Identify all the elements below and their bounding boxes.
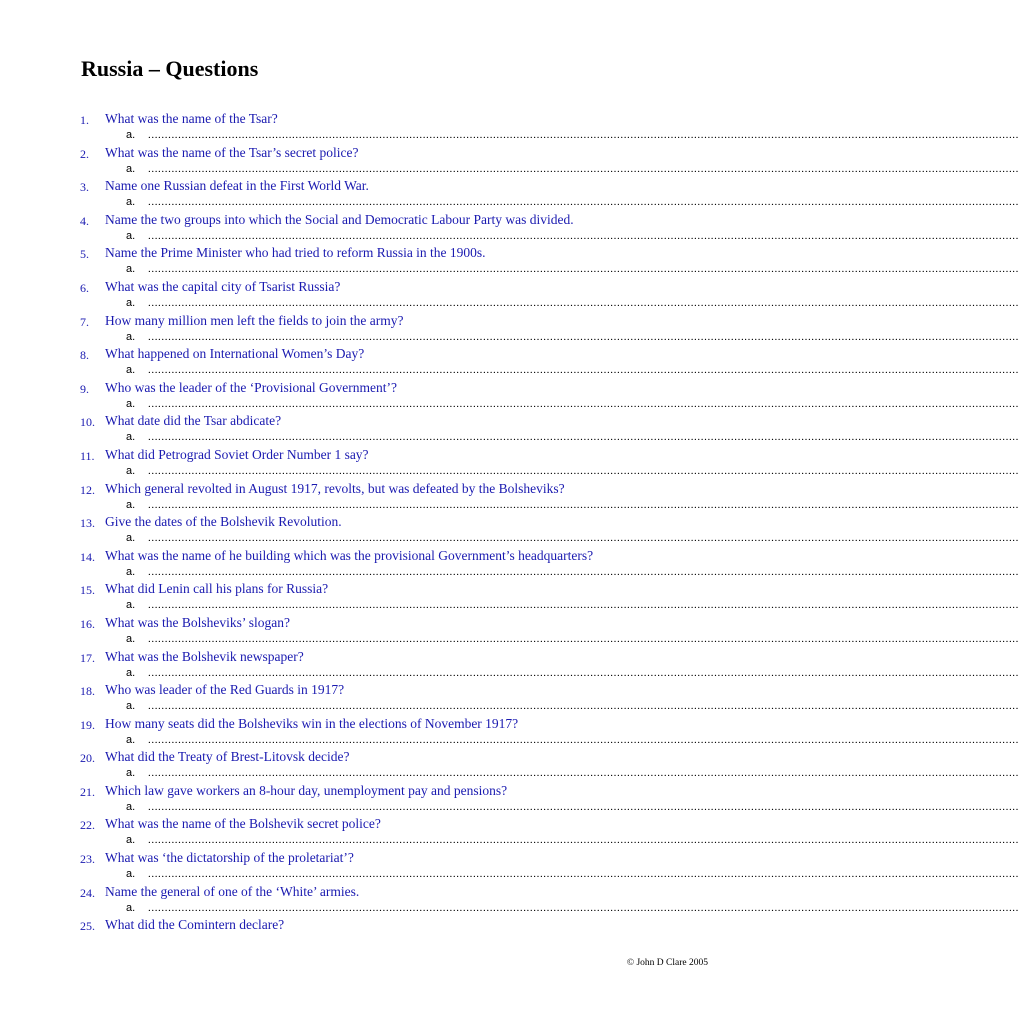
question-item xyxy=(78,379,1019,414)
answer-line[interactable] xyxy=(126,296,1019,311)
question-number: 7. xyxy=(80,314,89,329)
question-text: What did the Comintern declare? xyxy=(105,917,285,933)
question-number: 16. xyxy=(80,616,95,631)
answer-dotted-line: .................................................................................................................................................................................................................................................................... xyxy=(148,800,1019,813)
question-text: Who was leader of the Red Guards in 1917? xyxy=(105,682,345,698)
question-text: What did Lenin call his plans for Russia? xyxy=(105,581,329,597)
question-item xyxy=(78,782,1019,817)
question-item xyxy=(78,581,1019,615)
question-number: 4. xyxy=(80,213,89,228)
question-text: What was the name of the Tsar’s secret police? xyxy=(105,144,359,160)
answer-line[interactable] xyxy=(126,800,1019,815)
answer-dotted-line: .................................................................................................................................................................................................................................................................... xyxy=(148,599,1019,612)
answer-line[interactable] xyxy=(126,565,1019,580)
question-number: 14. xyxy=(80,549,95,564)
question-item xyxy=(78,648,1019,683)
question-item xyxy=(78,917,698,951)
answer-marker: a. xyxy=(126,599,136,612)
question-text: Name the Prime Minister who had tried to reform Russia in the 1900s. xyxy=(105,245,486,261)
answer-line[interactable] xyxy=(126,464,1019,479)
answer-dotted-line: .................................................................................................................................................................................................................................................................... xyxy=(148,632,1019,645)
answer-marker: a. xyxy=(126,700,136,713)
answer-marker: a. xyxy=(126,498,136,511)
question-item xyxy=(78,850,1019,884)
question-number: 22. xyxy=(80,818,95,833)
answer-dotted-line: .................................................................................................................................................................................................................................................................... xyxy=(148,767,1019,780)
question-item xyxy=(78,514,1019,548)
answer-dotted-line: .................................................................................................................................................................................................................................................................... xyxy=(148,834,1019,847)
answer-dotted-line: .................................................................................................................................................................................................................................................................... xyxy=(148,733,1019,746)
answer-marker: a. xyxy=(126,229,136,242)
question-number: 15. xyxy=(80,583,95,598)
answer-line[interactable] xyxy=(126,431,1019,445)
question-item xyxy=(78,413,1019,447)
answer-line[interactable] xyxy=(126,767,1019,781)
answer-dotted-line: .................................................................................................................................................................................................................................................................... xyxy=(148,868,1019,881)
question-text: How many million men left the fields to join the army? xyxy=(105,312,404,328)
question-text: How many seats did the Bolsheviks win in the elections of November 1917? xyxy=(105,715,519,731)
question-item xyxy=(78,211,1019,246)
question-item xyxy=(78,883,1019,918)
answer-dotted-line: .................................................................................................................................................................................................................................................................... xyxy=(148,397,1019,410)
question-item xyxy=(78,614,1019,649)
question-text: What happened on International Women’s Day? xyxy=(105,346,365,362)
question-item xyxy=(78,178,1019,212)
answer-line[interactable] xyxy=(126,700,1019,714)
question-number: 25. xyxy=(80,919,95,934)
answer-marker: a. xyxy=(126,868,136,881)
answer-dotted-line: .................................................................................................................................................................................................................................................................... xyxy=(148,532,1019,545)
question-number: 20. xyxy=(80,751,95,766)
question-number: 10. xyxy=(80,415,95,430)
question-text: Name the general of one of the ‘White’ armies. xyxy=(105,883,360,899)
question-number: 19. xyxy=(80,717,95,732)
answer-line[interactable] xyxy=(126,498,1019,513)
copyright-notice: © John D Clare 2005 xyxy=(626,958,708,968)
answer-line[interactable] xyxy=(126,364,1019,378)
answer-marker: a. xyxy=(126,565,136,578)
question-number: 18. xyxy=(80,684,95,699)
question-number: 5. xyxy=(80,247,89,262)
question-list xyxy=(78,111,1019,951)
answer-dotted-line: .................................................................................................................................................................................................................................................................... xyxy=(148,464,1019,477)
answer-dotted-line: .................................................................................................................................................................................................................................................................... xyxy=(148,901,1019,914)
question-text: Which general revolted in August 1917, revolts, but was defeated by the Bolsheviks? xyxy=(105,480,565,496)
answer-marker: a. xyxy=(126,532,136,545)
answer-line[interactable] xyxy=(126,666,1019,681)
question-text: What date did the Tsar abdicate? xyxy=(105,413,282,429)
question-number: 3. xyxy=(80,180,89,195)
question-text: Which law gave workers an 8-hour day, unemployment pay and pensions? xyxy=(105,782,508,798)
question-text: Who was the leader of the ‘Provisional Government’? xyxy=(105,379,398,395)
answer-marker: a. xyxy=(126,397,136,410)
question-number: 21. xyxy=(80,784,95,799)
answer-dotted-line: .................................................................................................................................................................................................................................................................... xyxy=(148,263,1019,276)
question-item xyxy=(78,480,1019,515)
question-item xyxy=(78,144,1019,179)
question-text: What was the Bolsheviks’ slogan? xyxy=(105,614,290,630)
answer-marker: a. xyxy=(126,431,136,444)
answer-dotted-line: .................................................................................................................................................................................................................................................................... xyxy=(148,330,1019,343)
answer-dotted-line: .................................................................................................................................................................................................................................................................... xyxy=(148,565,1019,578)
question-text: Name one Russian defeat in the First World War. xyxy=(105,178,369,194)
question-number: 11. xyxy=(80,448,95,463)
page-title: Russia – Questions xyxy=(81,56,259,81)
answer-line[interactable] xyxy=(126,196,1019,210)
answer-dotted-line: .................................................................................................................................................................................................................................................................... xyxy=(148,498,1019,511)
question-item xyxy=(78,111,1019,145)
question-number: 17. xyxy=(80,650,95,665)
question-number: 24. xyxy=(80,885,95,900)
answer-marker: a. xyxy=(126,162,136,175)
answer-line[interactable] xyxy=(126,733,1019,748)
answer-line[interactable] xyxy=(126,330,1019,345)
answer-marker: a. xyxy=(126,129,136,141)
question-item xyxy=(78,749,1019,783)
answer-line[interactable] xyxy=(126,834,1019,848)
answer-line[interactable] xyxy=(126,532,1019,546)
answer-marker: a. xyxy=(126,196,136,209)
question-item xyxy=(78,547,1019,582)
answer-dotted-line: .................................................................................................................................................................................................................................................................... xyxy=(148,229,1019,242)
answer-line[interactable] xyxy=(126,397,1019,412)
answer-dotted-line: .................................................................................................................................................................................................................................................................... xyxy=(148,196,1019,209)
question-text: What was ‘the dictatorship of the proletariat’? xyxy=(105,850,354,866)
answer-marker: a. xyxy=(126,666,136,679)
answer-dotted-line: .................................................................................................................................................................................................................................................................... xyxy=(148,431,1019,444)
question-text: What was the name of the Tsar? xyxy=(105,111,278,126)
question-item xyxy=(78,346,1019,380)
question-text: What was the capital city of Tsarist Russia? xyxy=(105,278,341,294)
answer-dotted-line: .................................................................................................................................................................................................................................................................... xyxy=(148,364,1019,377)
question-item xyxy=(78,715,1019,750)
answer-marker: a. xyxy=(126,632,136,645)
answer-dotted-line: .................................................................................................................................................................................................................................................................... xyxy=(148,162,1019,175)
question-number: 6. xyxy=(80,280,89,295)
question-item xyxy=(78,245,1019,279)
question-text: What was the name of he building which was the provisional Government’s headquarters? xyxy=(105,547,594,563)
question-item xyxy=(78,682,1019,716)
answer-marker: a. xyxy=(126,834,136,847)
question-text: What did the Treaty of Brest-Litovsk decide? xyxy=(105,749,350,765)
question-item xyxy=(78,278,1019,313)
question-number: 9. xyxy=(80,381,89,396)
question-number: 23. xyxy=(80,852,95,867)
question-text: What did Petrograd Soviet Order Number 1 say? xyxy=(105,446,369,462)
answer-marker: a. xyxy=(126,800,136,813)
question-number: 1. xyxy=(80,113,89,127)
answer-line[interactable] xyxy=(126,868,1019,882)
answer-marker: a. xyxy=(126,330,136,343)
question-item xyxy=(78,816,1019,850)
answer-marker: a. xyxy=(126,364,136,377)
answer-line[interactable] xyxy=(126,632,1019,647)
answer-dotted-line: .................................................................................................................................................................................................................................................................... xyxy=(148,129,1019,141)
question-item xyxy=(78,446,1019,481)
question-number: 8. xyxy=(80,348,89,363)
answer-line[interactable] xyxy=(126,162,1019,177)
question-item xyxy=(78,312,1019,347)
question-number: 2. xyxy=(80,146,89,161)
answer-line[interactable] xyxy=(126,263,1019,277)
question-number: 13. xyxy=(80,516,95,531)
answer-marker: a. xyxy=(126,733,136,746)
question-text: Name the two groups into which the Social and Democratic Labour Party was divided. xyxy=(105,211,574,227)
question-text: What was the Bolshevik newspaper? xyxy=(105,648,304,664)
answer-marker: a. xyxy=(126,263,136,276)
answer-line[interactable] xyxy=(126,599,1019,613)
question-text: Give the dates of the Bolshevik Revolution. xyxy=(105,514,342,530)
answer-dotted-line: .................................................................................................................................................................................................................................................................... xyxy=(148,296,1019,309)
answer-line[interactable] xyxy=(126,129,1019,143)
answer-dotted-line: .................................................................................................................................................................................................................................................................... xyxy=(148,700,1019,713)
answer-marker: a. xyxy=(126,464,136,477)
answer-marker: a. xyxy=(126,767,136,780)
answer-line[interactable] xyxy=(126,901,1019,916)
answer-marker: a. xyxy=(126,296,136,309)
answer-dotted-line: .................................................................................................................................................................................................................................................................... xyxy=(148,666,1019,679)
answer-marker: a. xyxy=(126,901,136,914)
question-text: What was the name of the Bolshevik secret police? xyxy=(105,816,381,832)
answer-line[interactable] xyxy=(126,229,1019,244)
question-number: 12. xyxy=(80,482,95,497)
